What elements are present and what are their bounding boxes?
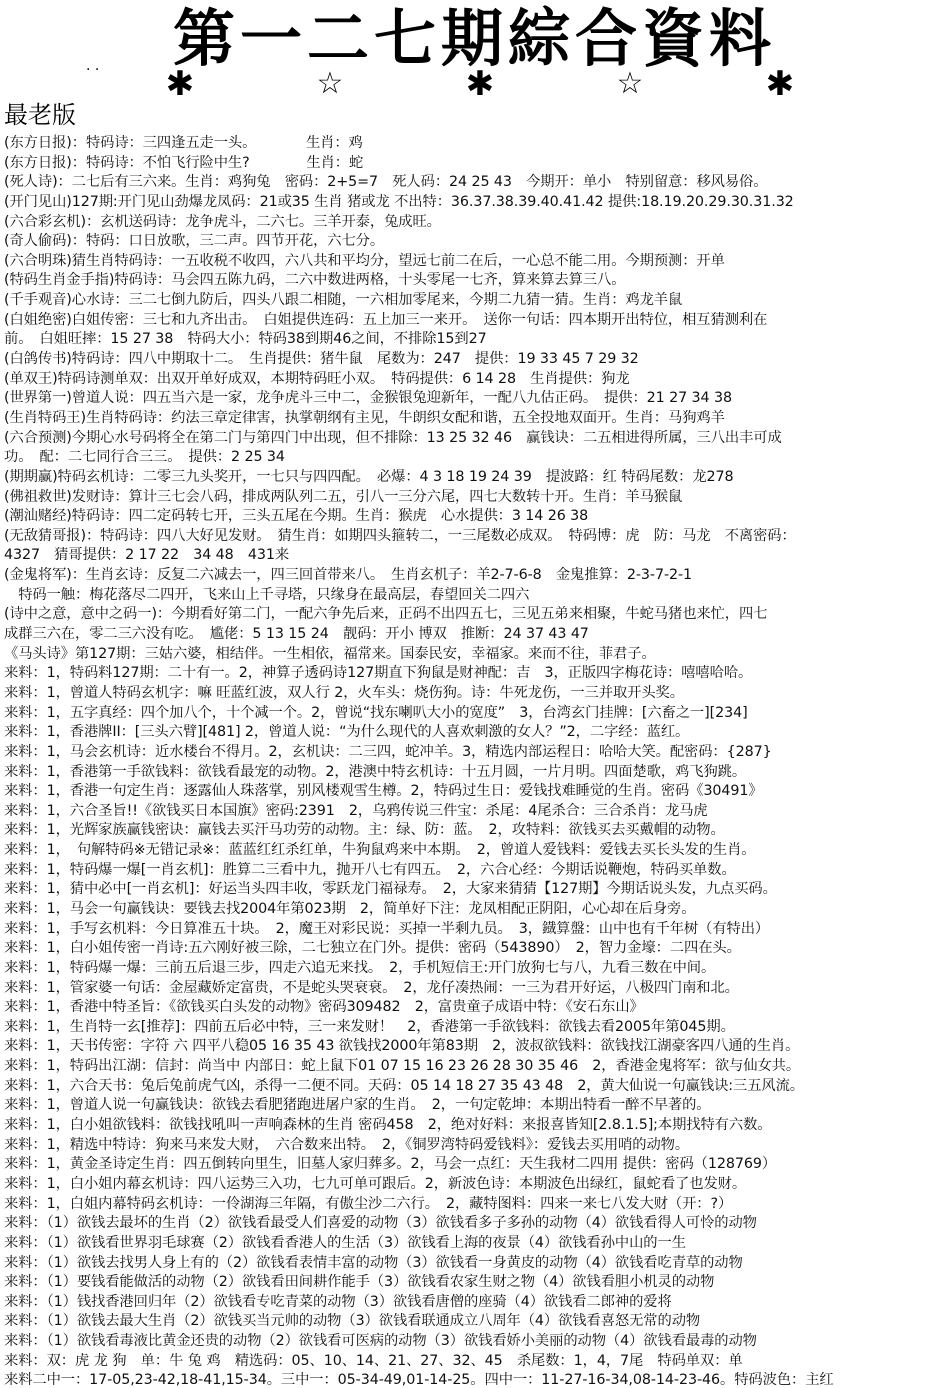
text-line: (死人诗)：二七后有三六来。生肖：鸡狗兔 密码：2+5=7 死人码：24 25 43 今期开：单小 特别留意：移风易俗。 [4, 174, 768, 191]
text-line: (开门见山)127期:开门见山劲爆龙凤码：21或35 生肖 猪或龙 不出特：36.37.38.39.40.41.42 提供:18.19.20.29.30.31.32 [4, 193, 794, 210]
text-line: (白姐绝密)白姐传密：三七和九齐出击。 白姐提供连码：五上加三一来开。 送你一句话：四本期开出特位，相互猜测利在 [4, 311, 768, 328]
text-line: (六合明珠)猜生肖特码诗：一五收税不收四，六八共和平均分，望远七前二在后，一心总不能二用。今期预测：开单 [4, 252, 725, 269]
text-line: (六合彩玄机)：玄机送码诗：龙争虎斗，二六七。三羊开泰，兔成旺。 [4, 213, 441, 230]
text-line: 来料二中一：17-05,23-42,18-41,15-34。三中一：05-34-49,01-14-25。四中一：11-27-16-34,08-14-23-46。特码波色：主红 [4, 1372, 834, 1388]
text-line: (生肖特码王)生肖特码诗：约法三章定律害，执掌朝纲有主见，牛朗织女配和谐，五全投地双面开。生肖：马狗鸡羊 [4, 409, 725, 426]
text-line: (东方日报)：特码诗：三四逢五走一头。 生肖：鸡 [4, 135, 363, 151]
text-line: 来料：1，白小姐传密一肖诗:五六刚好被三除，二七独立在门外。提供：密码（543890） 2，智力金壕：二四在头。 [4, 940, 741, 957]
text-line: (诗中之意，意中之码一)：今期看好第二门，一配六争先后来，正码不出四五七，三见五弟来相聚，牛蛇马猪也来忙，四七 [4, 606, 768, 623]
text-line: 来料：1，曾道人说一句赢钱诀：欲钱去看肥猪跑进屠户家的生肖。 2，一句定乾坤：本期出特看一醉不早著的。 [4, 1097, 711, 1114]
text-line: 来料：（1）要钱看能做活的动物（2）欲钱看田间耕作能手（3）欲钱看农家生财之物（4）欲钱看胆小机灵的动物 [4, 1274, 715, 1291]
text-line: 来料：1，光辉家族赢钱密诀：赢钱去买汗马功劳的动物。主：绿、防：蓝。 2，攻特料：欲钱买去买戴帽的动物。 [4, 822, 725, 839]
text-line: 来料：1，香港第一手欲钱料：欲钱看最宠的动物。2，港澳中特玄机诗：十五月圆，一片月明。四面楚歌，鸡飞狗跳。 [4, 763, 747, 780]
text-line: (特码生肖金手指)特码诗：马会四五陈九码，二六中数进两格，十头零尾一七齐，算来算去算三八。 [4, 272, 626, 289]
edition-label: 最老版 [4, 101, 76, 129]
text-line: 来料：（1）欲钱看世界羽毛球赛（2）欲钱看香港人的生活（3）欲钱看上海的夜景（4）欲钱看孙中山的一生 [4, 1234, 686, 1251]
text-line: 来料：1，五字真经：四个加八个，十个减一个。2，曾说“找东喇叭大小的宽度” 3，台湾玄门挂牌：[六畜之一][234] [4, 704, 748, 721]
text-line: 来料：（1）欲钱去最坏的生肖（2）欲钱看最受人们喜爱的动物（3）欲钱看多子多孙的动物（4）欲钱看得人可怜的动物 [4, 1215, 757, 1232]
text-line: 前。 白姐旺摔：15 27 38 特码大小：特码38到期46之间，不排除15到27 [4, 331, 487, 348]
text-line: 来料：1，特码爆一爆：三前五后退三步，四走六追无来找。 2，手机短信王:开门放狗七与八，九看三数在中间。 [4, 959, 716, 976]
text-line: 来料：1，马会一句赢钱诀：要钱去找2004年第023期 2，简单好下注：龙凤相配正阴阳，心心却在后身旁。 [4, 900, 696, 917]
text-line: 来料：1，猜中必中[一肖玄机]：好运当头四丰收，零跃龙门福禄寿。 2，大家来猜猜【127期】今期话说头发，九点买码。 [4, 881, 777, 898]
title-star-ornaments [150, 64, 810, 104]
star-outline-icon: ☆ [316, 66, 344, 101]
text-line: 来料：1，六合天书：兔后兔前虎气凶，杀得一二便不同。天码：05 14 18 27 35 43 48 2，黄大仙说一句赢钱诀:三五风流。 [4, 1077, 804, 1094]
text-line: 来料：1， 句解特码※无错记录※：蓝蓝红红杀红单，牛狗鼠鸡来中本期。 2，曾道人爱钱料：爱钱去买长头发的生肖。 [4, 842, 756, 859]
text-line: 来料：1，生肖特一玄[推荐]：四前五后必中特，三一来发财！ 2，香港第一手欲钱料：欲钱去看2005年第045期。 [4, 1018, 735, 1035]
text-line: 来料：1，特码爆一爆[一肖玄机]：胜算二三看中九，抛开八七有四五。 2，六合心经：今期话说鞭炮，特码买单数。 [4, 861, 736, 878]
text-line: 来料：1，曾道人特码玄机字：嘛 旺蓝红波，双人行 2，火车头：烧伤狗。诗：牛死龙伤，一三并取开头奖。 [4, 684, 684, 701]
page-title: 第一二七期綜合資料 [172, 2, 776, 75]
text-line: (金鬼将军)：生肖玄诗：反复二六减去一，四三回首带来八。 生肖玄机子：羊2-7-6-8 金鬼推算：2-3-7-2-1 [4, 567, 693, 584]
text-line: 特码一触：梅花落尽二四开，飞来山上千寻塔，只缘身在最高层，春望回关二四六 [4, 586, 530, 603]
text-line: (期期赢)特码玄机诗：二零三九头奖开，一七只与四四配。 必爆：4 3 18 19 24 39 提波路：红 特码尾数：龙278 [4, 468, 734, 485]
text-line: 来料：1，天书传密：字符 六 四平八稳05 16 35 43 欲钱找2000年第83期 2，波叔欲钱料：欲钱找江湖豪客四八通的生肖。 [4, 1038, 800, 1055]
text-body [4, 134, 945, 1388]
text-line: (佛祖救世)发财诗：算计三七会八码，排成两队列二五，引八一三分六尾，四七大数转十开。生肖：羊马猴鼠 [4, 488, 683, 505]
text-line: (千手观音)心水诗：三二七倒九防后，四头八跟二相随，一六相加零尾来，今期二九猜一猜。生肖：鸡龙羊鼠 [4, 292, 683, 309]
text-line: (无敌猜哥报)：特码诗：四八大好见发财。 猜生肖：如期四头箍转二，一三尾数必成双。 特码博：虎 防：马龙 不离密码： [4, 527, 796, 544]
text-line: (六合预测)今期心水号码将全在第二门与第四门中出现，但不排除：13 25 32 46 赢钱诀：二五相进得所属，三八出丰可成 [4, 429, 782, 446]
asterisk-ornament-icon: ✱ [465, 64, 495, 104]
text-line: 来料：（1）欲钱去找男人身上有的（2）欲钱看表情丰富的动物（3）欲钱看一身黄皮的动物（4）欲钱看吃青草的动物 [4, 1254, 743, 1271]
text-line: 来料：1，白小姐欲钱料：欲钱找吼叫一声响森林的生肖 密码458 2，绝对好料：来报喜皆知[2.8.1.5];本期找特有六数。 [4, 1117, 772, 1134]
text-line: (白鸽传书)特码诗：四八中期取十二。 生肖提供：猪牛鼠 尾数为：247 提供：19 33 45 7 29 32 [4, 351, 639, 368]
asterisk-ornament-icon: ✱ [765, 64, 795, 104]
text-line: 来料：1，管家婆一句话：金屋藏娇定富贵，不是蛇头哭衰衰。 2，龙仔凑热闹：一三为君开好运，八极四门南和北。 [4, 979, 739, 996]
text-line: (世界第一)曾道人说：四五当六是一家，龙争虎斗三中二，金猴银兔迎新年，一配八九估正码。 提供：21 27 34 38 [4, 390, 732, 407]
header-marks: · · [86, 62, 100, 78]
text-line: 来料：1，特码料127期：二十有一。2，神算子透码诗127期直下狗鼠是财神配：吉 3，正版四字梅花诗：嘻嘻哈哈。 [4, 665, 753, 682]
text-line: 来料：（1）钱找香港回归年（2）欲钱看专吃青菜的动物（3）欲钱看唐僧的座骑（4）欲钱看二郎神的爱将 [4, 1293, 672, 1310]
text-line: 来料：1，手写玄机料：今日算准五十块。 2，魔王对彩民说：买掉一半剩九员。 3，鐡算盤：山中也有千年树（有特出） [4, 920, 770, 937]
text-line: (潮汕赌经)特码诗：四二定码转七开，三头五尾在今期。生肖：猴虎 心水提供：3 14 26 38 [4, 508, 589, 525]
text-line: 来料：1，香港牌II：[三头六臂][481] 2，曾道人说：“为什么现代的人喜欢刺激的女人？”2，二字经：蓝红。 [4, 724, 690, 741]
text-line: 来料：双：虎 龙 狗 单：牛 兔 鸡 精选码：05、10、14、21、27、32、45 杀尾数：1，4，7尾 特码单双：单 [4, 1352, 743, 1369]
text-line: 来料：1，白姐内幕特码玄机诗：一伶湖海三年隔，有傲尘沙二六行。 2，藏特图料：四来一来七八发大财（开：?） [4, 1195, 733, 1212]
text-line: 4327 猜哥提供：2 17 22 34 48 431来 [4, 547, 290, 564]
text-line: 来料：1，特码出江湖：信封：尚当中 内部日：蛇上鼠下01 07 15 16 23 26 28 30 35 46 2，香港金鬼将军：欲与仙女共。 [4, 1058, 801, 1075]
text-line: 来料：1，香港一句定生肖：逐露仙人珠落掌，别风楼观雪生樽。2，特码过生日：爱钱找难睡觉的生肖。密码《30491》 [4, 783, 763, 800]
text-line: (奇人偷码)：特码：口日放歌，三二声。四节开花，六七分。 [4, 233, 385, 250]
text-line: 来料：（1）欲钱看毒液比黄金还贵的动物（2）欲钱看可医病的动物（3）欲钱看娇小美丽的动物（4）欲钱看最毒的动物 [4, 1333, 757, 1350]
asterisk-ornament-icon: ✱ [165, 64, 195, 104]
text-line: 来料：（1）欲钱去最大生肖（2）欲钱买当元帅的动物（3）欲钱看联通成立八周年（4）欲钱看喜怒无常的动物 [4, 1313, 701, 1330]
text-line: (东方日报)：特码诗：不怕飞行险中生? 生肖：蛇 [4, 154, 364, 171]
text-line: 来料：1，白小姐内幕玄机诗：四八运势三入功，七九可单可跟后。2，新波色诗：本期波色出绿红，鼠蛇看了也发财。 [4, 1175, 747, 1192]
text-line: 《马头诗》第127期：三姑六婆，相结伴。一生相依，福常来。国泰民安，幸福家。来而不往，菲君子。 [4, 645, 656, 662]
text-line: (单双王)特码诗测单双：出双开单好成双，本期特码旺小双。 特码提供：6 14 28 生肖提供：狗龙 [4, 370, 630, 387]
text-line: 来料：1，精选中特诗：狗来马来发大财， 六合数来出特。 2，《铜罗湾特码爱钱料》：爱钱去买用哨的动物。 [4, 1136, 690, 1153]
text-line: 来料：1，香港中特圣旨：《欲钱买白头发的动物》密码309482 2，富贵童子成语中特：《安石东山》 [4, 999, 644, 1016]
text-line: 来料：1，黄金圣诗定生肖：四五倒转向里生，旧墓人家归葬多。2，马会一点红：天生我材二四用 提供：密码（128769） [4, 1156, 777, 1173]
star-outline-icon: ☆ [616, 66, 644, 101]
text-line: 来料：1，六合圣旨!!《欲钱买日本国旗》密码:2391 2，乌鸦传说三件宝：杀尾：4尾杀合：三合杀肖：龙马虎 [4, 802, 708, 819]
text-line: 来料：1，马会玄机诗：近水楼台不得月。2，玄机诀：二三四，蛇冲羊。3，精选内部运程日：哈哈大笑。配密码：{287} [4, 743, 772, 760]
text-line: 功。 配：二七同行合三三。 提供：2 25 34 [4, 449, 285, 466]
text-line: 成群三六在，零二三六没有吃。 尴佬：5 13 15 24 靓码：开小 博双 推断：24 37 43 47 [4, 626, 589, 643]
